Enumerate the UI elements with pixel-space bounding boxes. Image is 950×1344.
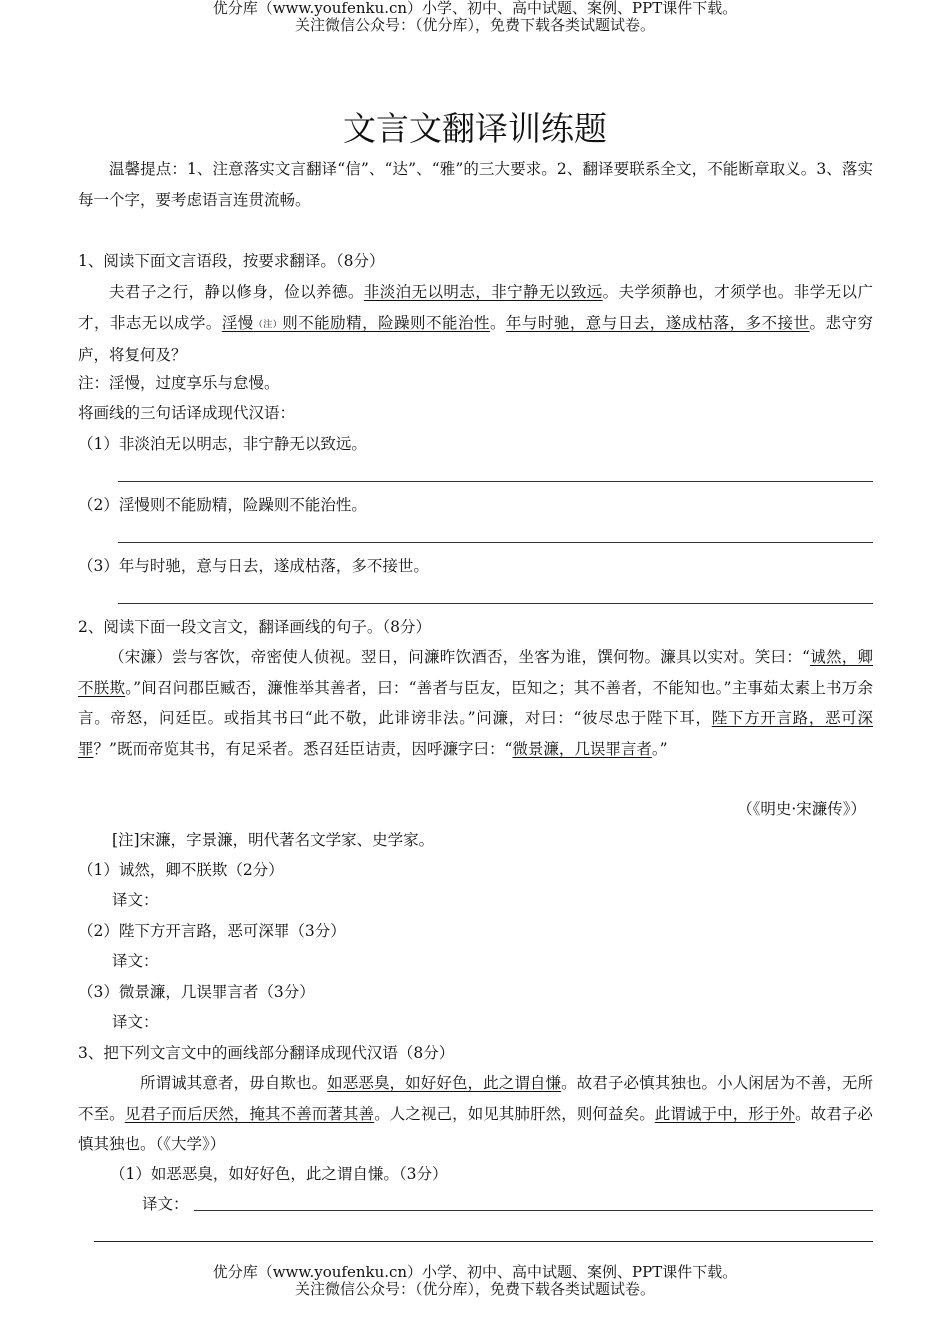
header-line-1: 优分库（www.youfenku.cn）小学、初中、高中试题、案例、PPT课件下载。 [212, 0, 738, 17]
q1-underlined-2b: 则不能励精，险躁则不能治性 [282, 313, 490, 332]
q2-note: [注]宋濂，字景濂，明代著名文学家、史学家。 [112, 831, 435, 849]
q1-passage-text: 。 [489, 313, 506, 332]
q3-heading: 3、把下列文言文中的画线部分翻译成现代汉语（8分） [78, 1044, 455, 1062]
q2-passage [78, 642, 873, 764]
q1-passage-text: 。悲守穷庐，将复何及？ [78, 313, 873, 364]
q2-passage-text: 。” [651, 739, 668, 758]
q2-sentence-3: （3）微景濂，几误罪言者（3分） [78, 983, 315, 1001]
q3-sentence-1: （1）如恶恶臭，如好好色，此之谓自慊。（3分） [110, 1165, 448, 1183]
q1-underlined-2 [222, 314, 490, 332]
q3-underlined-2: 见君子而后厌然，掩其不善而著其善 [124, 1104, 375, 1123]
q3-underlined-1: 如恶恶臭，如好好色，此之谓自慊 [327, 1074, 562, 1092]
page-title: 文言文翻译训练题 [343, 109, 607, 148]
footer-line-2: 关注微信公众号：（优分库），免费下载各类试题试卷。 [294, 1280, 655, 1298]
q1-note: 注：淫慢，过度享乐与怠慢。 [78, 374, 280, 392]
q3-underlined-3: 此谓诚于中，形于外 [654, 1104, 796, 1123]
q3-passage-text: 。人之视己，如见其肺肝然，则何益矣。 [374, 1104, 655, 1123]
q3-passage-text: 。故君子必慎其独也。小人闲居为不善，无所不至。 [78, 1074, 873, 1123]
q1-sentence-2: （2）淫慢则不能励精，险躁则不能治性。 [78, 496, 367, 514]
q1-underlined-3: 年与时驰，意与日去，遂成枯落，多不接世 [505, 313, 810, 332]
q2-passage-text: ？”既而帝览其书，有足采者。悉召廷臣诘责，因呼濂字曰：“ [93, 739, 513, 758]
q2-heading: 2、阅读下面一段文言文，翻译画线的句子。（8分） [78, 618, 431, 636]
q2-sentence-2: （2）陛下方开言路，恶可深罪（3分） [78, 922, 346, 940]
q1-answer-line-1[interactable] [118, 481, 873, 482]
q2-translation-label-1: 译文： [112, 891, 159, 909]
q1-heading: 1、阅读下面文言语段，按要求翻译。（8分） [78, 252, 385, 270]
header-line-2: 关注微信公众号：（优分库），免费下载各类试题试卷。 [294, 16, 655, 34]
q2-underlined-3: 微景濂，几误罪言者 [512, 739, 652, 758]
q1-passage-text: 夫君子之行，静以修身，俭以养德。 [109, 283, 364, 301]
footer-line-1: 优分库（www.youfenku.cn）小学、初中、高中试题、案例、PPT课件下载。 [212, 1263, 738, 1281]
q2-source: （《明史·宋濂传》） [737, 800, 866, 818]
q3-translation-label: 译文： [142, 1195, 189, 1213]
q2-passage-text: 。”间召问郡臣臧否，濂惟举其善者，曰：“善者与臣友，臣知之；其不善者，不能知也。”主事茹太素上书万余言。帝怒，问廷臣。或指其书曰“此不敬，此诽谤非法。”问濂，对曰：“彼尽忠于陛下耳， [78, 678, 873, 727]
q2-translation-label-3: 译文： [112, 1013, 159, 1031]
q3-passage [78, 1068, 873, 1160]
q2-translation-label-2: 译文： [112, 952, 159, 970]
q1-instruction: 将画线的三句话译成现代汉语： [78, 404, 296, 422]
tips-paragraph: 温馨提点：1、注意落实文言翻译“信”、“达”、“雅”的三大要求。2、翻译要联系全文，不能断章取义。3、落实每一个字，要考虑语言连贯流畅。 [78, 160, 873, 209]
q1-underlined-1: 非淡泊无以明志，非宁静无以致远 [363, 283, 603, 301]
q1-passage [78, 277, 873, 371]
q3-passage-text: 。故君子必慎其独也。（《大学》） [78, 1104, 873, 1153]
q1-answer-line-2[interactable] [118, 542, 873, 543]
q2-underlined-2: 陛下方开言路，恶可深罪 [78, 709, 873, 758]
q1-answer-line-3[interactable] [118, 603, 873, 604]
footer-divider [94, 1241, 873, 1242]
q1-sentence-3: （3）年与时驰，意与日去，遂成枯落，多不接世。 [78, 557, 429, 575]
q2-underlined-1: 诚然，卿不朕欺 [78, 648, 873, 697]
q1-passage-text: 。夫学须静也，才须学也。非学无以广才，非志无以成学。 [78, 283, 873, 332]
q3-answer-line[interactable] [194, 1210, 873, 1211]
q2-sentence-1: （1）诚然，卿不朕欺（2分） [78, 861, 284, 879]
q2-passage-text: （宋濂）尝与客饮，帝密使人侦视。翌日，问濂昨饮酒否，坐客为谁，馔何物。濂具以实对。笑曰：“ [109, 648, 810, 666]
q3-passage-text: 所谓诚其意者，毋自欺也。 [140, 1074, 328, 1092]
q1-sentence-1: （1）非淡泊无以明志，非宁静无以致远。 [78, 435, 367, 453]
q1-underlined-2a: 淫慢 [221, 313, 254, 332]
q1-note-mark: （注） [253, 319, 283, 330]
